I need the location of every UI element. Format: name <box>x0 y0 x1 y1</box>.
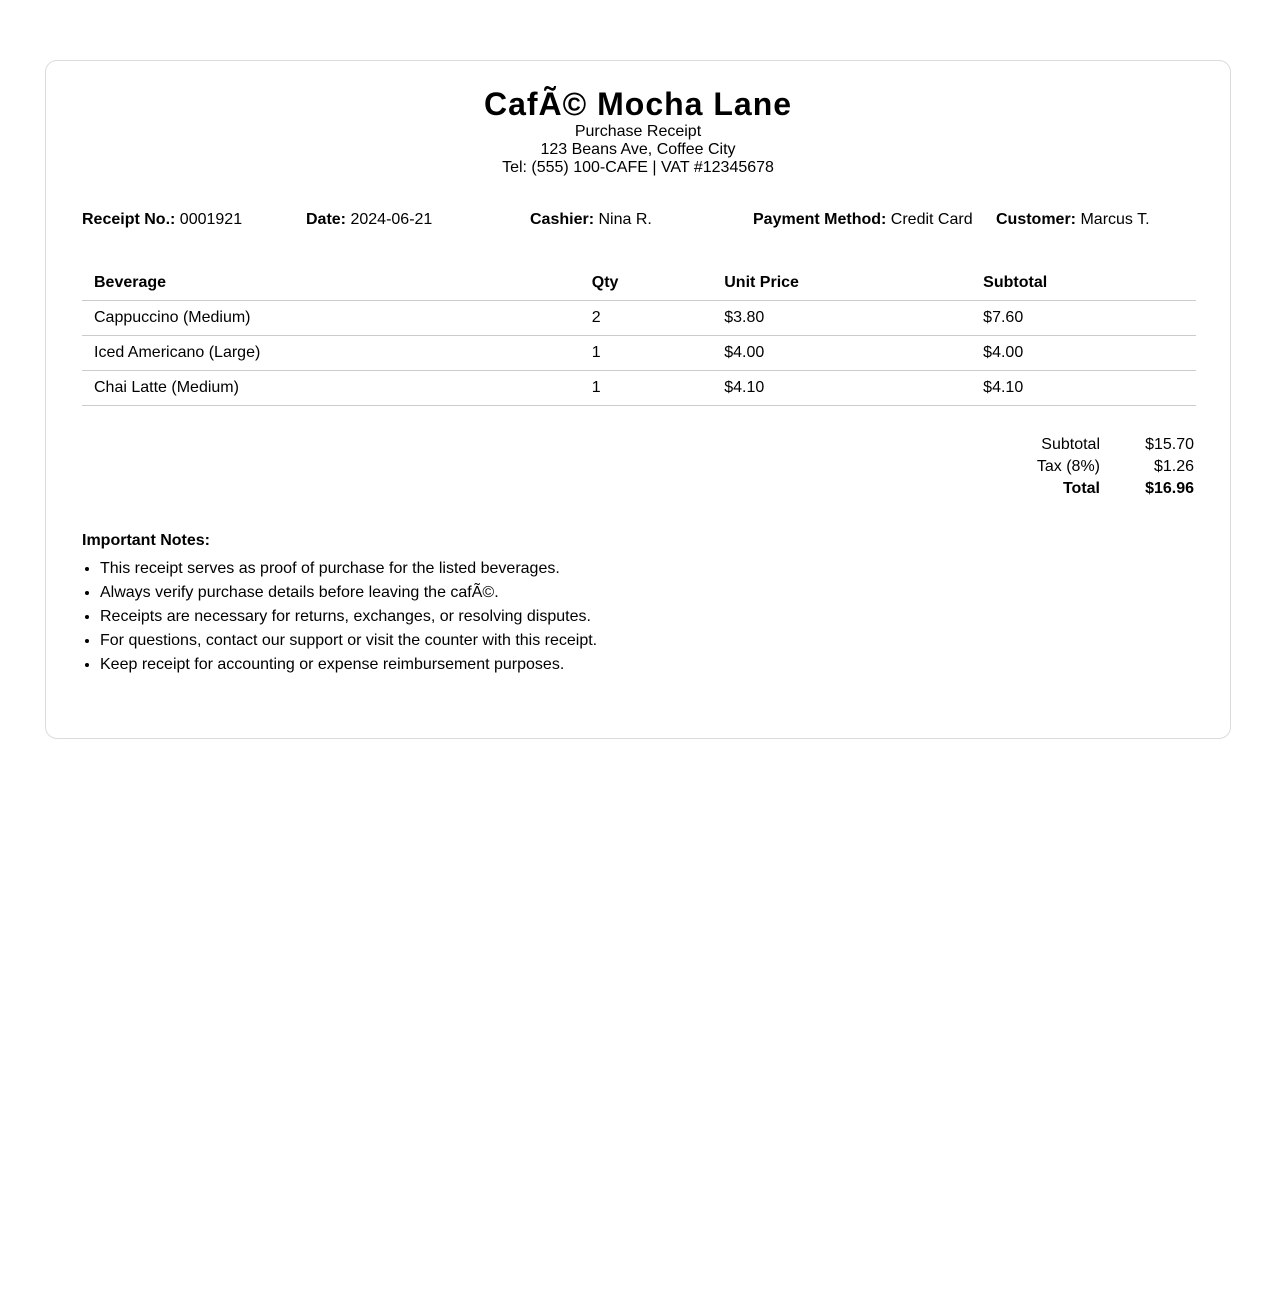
payment-label: Payment Method: <box>753 211 887 228</box>
items-table <box>82 265 1196 406</box>
meta-customer <box>996 211 1150 229</box>
table-row <box>82 371 1196 406</box>
cell-qty: 1 <box>580 336 712 371</box>
cell-unit-price: $3.80 <box>712 301 971 336</box>
list-item: • Receipts are necessary for returns, exchanges, or resolving disputes. <box>100 605 597 629</box>
list-item: • Always verify purchase details before leaving the cafÃ©. <box>100 581 597 605</box>
cell-beverage: Cappuccino (Medium) <box>82 301 580 336</box>
totals-tax-row <box>1037 456 1194 478</box>
cell-unit-price: $4.10 <box>712 371 971 406</box>
subtotal-label: Subtotal <box>1041 436 1100 453</box>
date-label: Date: <box>306 211 347 228</box>
subtotal-value: $15.70 <box>1145 436 1194 453</box>
cell-beverage: Chai Latte (Medium) <box>82 371 580 406</box>
total-value: $16.96 <box>1145 480 1194 497</box>
list-item: • This receipt serves as proof of purchase for the listed beverages. <box>100 557 597 581</box>
cell-subtotal: $4.10 <box>971 371 1196 406</box>
tax-label: Tax (8%) <box>1036 458 1100 475</box>
cashier-label: Cashier: <box>530 211 595 228</box>
header-subtotal: Subtotal <box>971 265 1196 301</box>
table-row <box>82 336 1196 371</box>
totals-subtotal-row <box>1037 434 1194 456</box>
cell-beverage: Iced Americano (Large) <box>82 336 580 371</box>
meta-cashier <box>530 211 652 229</box>
shop-name: CafÃ© Mocha Lane <box>483 86 793 122</box>
notes-list <box>82 557 597 677</box>
notes-title: Important Notes: <box>82 532 210 549</box>
list-item: • Keep receipt for accounting or expense reimbursement purposes. <box>100 653 597 677</box>
totals-block <box>1037 434 1194 500</box>
cell-subtotal: $4.00 <box>971 336 1196 371</box>
notes-section <box>82 531 597 677</box>
list-item: • For questions, contact our support or visit the counter with this receipt. <box>100 629 597 653</box>
receipt-card <box>45 60 1231 739</box>
header-unit-price: Unit Price <box>712 265 971 301</box>
date-value: 2024-06-21 <box>350 211 433 228</box>
customer-label: Customer: <box>996 211 1077 228</box>
cell-qty: 1 <box>580 371 712 406</box>
cell-qty: 2 <box>580 301 712 336</box>
receipt-subtitle: Purchase Receipt <box>574 123 702 140</box>
meta-date <box>306 211 432 229</box>
cell-unit-price: $4.00 <box>712 336 971 371</box>
total-label: Total <box>1062 480 1100 497</box>
payment-value: Credit Card <box>890 211 973 228</box>
cashier-value: Nina R. <box>598 211 652 228</box>
shop-address: 123 Beans Ave, Coffee City <box>540 141 736 158</box>
meta-receipt-no <box>82 211 242 229</box>
totals-total-row <box>1037 478 1194 500</box>
meta-payment <box>753 211 973 229</box>
receipt-meta <box>82 211 1196 231</box>
receipt-no-label: Receipt No.: <box>82 211 176 228</box>
cell-subtotal: $7.60 <box>971 301 1196 336</box>
header-qty: Qty <box>580 265 712 301</box>
shop-contact: Tel: (555) 100-CAFE | VAT #12345678 <box>502 159 774 176</box>
receipt-no-value: 0001921 <box>179 211 243 228</box>
header-beverage: Beverage <box>82 265 580 301</box>
receipt-header <box>46 61 1230 177</box>
table-header-row <box>82 265 1196 301</box>
table-row <box>82 301 1196 336</box>
customer-value: Marcus T. <box>1080 211 1150 228</box>
tax-value: $1.26 <box>1153 458 1194 475</box>
